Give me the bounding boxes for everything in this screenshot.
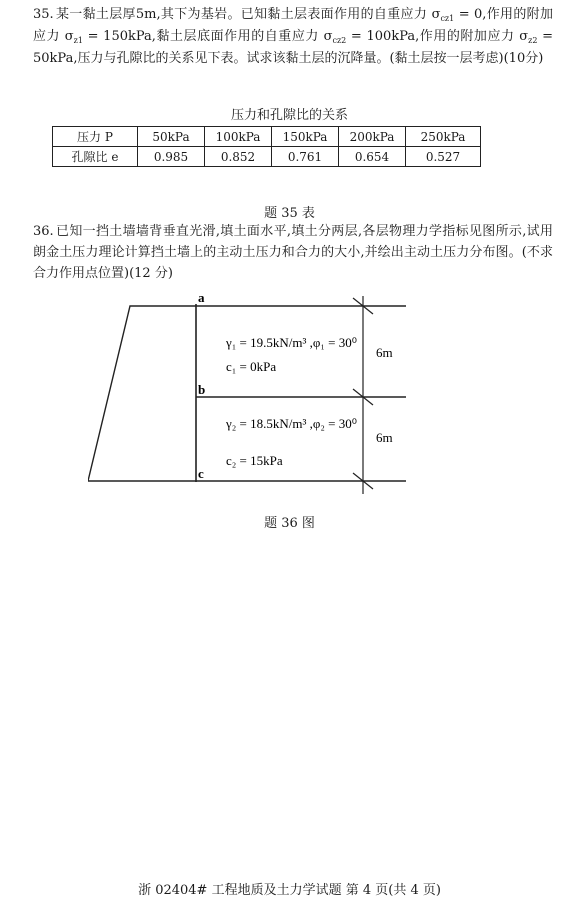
question-35-text-4: = 100kPa,作用的附加应力 σ (346, 29, 529, 44)
table-cell: 150kPa (272, 127, 339, 147)
question-35-text-1: 某一黏土层厚5m,其下为基岩。已知黏土层表面作用的自重应力 σ (55, 7, 441, 22)
figure-caption: 题 36 图 (264, 516, 315, 531)
question-35-text-5: = 50kPa,压力与孔隙比的关系见下表。试求该黏土层的沉降量。(黏土层按一层考虑)(10分) (33, 29, 553, 66)
retaining-wall-outline (88, 306, 196, 481)
page-footer: 浙 02404# 工程地质及土力学试题 第 4 页(共 4 页) (138, 883, 441, 898)
retaining-wall-diagram (88, 290, 428, 500)
point-c-label: c (198, 466, 204, 481)
layer1-cohesion: c₁ = 0kPa (226, 359, 277, 374)
question-36 (33, 221, 553, 284)
subscript-cz1: cz1 (440, 14, 455, 23)
table-caption: 题 35 表 (264, 206, 315, 221)
question-36-text: 已知一挡土墙墙背垂直光滑,填土面水平,填土分两层,各层物理力学指标见图所示,试用朗金土压力理论计算挡土墙上的主动土压力和合力的大小,并绘出主动土压力分布图。(不求合力作用点位置)(12 分) (33, 224, 553, 281)
table-row-label: 孔隙比 e (53, 147, 138, 167)
layer1-gamma-phi: γ₁ = 19.5kN/m³ ,φ₁ = 30⁰ (226, 335, 357, 350)
table-row (53, 147, 481, 167)
subscript-z2: z2 (528, 36, 538, 45)
table-cell: 50kPa (138, 127, 205, 147)
subscript-cz2: cz2 (332, 36, 347, 45)
question-35-text-3: = 150kPa,黏土层底面作用的自重应力 σ (82, 29, 333, 44)
table-cell: 0.654 (339, 147, 406, 167)
layer2-gamma-phi: γ₂ = 18.5kN/m³ ,φ₂ = 30⁰ (226, 416, 357, 431)
table-cell: 200kPa (339, 127, 406, 147)
table-title: 压力和孔隙比的关系 (230, 108, 348, 123)
subscript-z1: z1 (73, 36, 83, 45)
question-36-number: 36. (33, 224, 54, 239)
dimension-label-lower: 6m (376, 430, 393, 445)
table-row (53, 127, 481, 147)
table-cell: 0.985 (138, 147, 205, 167)
pressure-void-ratio-table (52, 126, 481, 167)
dimension-label-upper: 6m (376, 345, 393, 360)
question-35-number: 35. (33, 7, 54, 22)
point-b-label: b (198, 382, 206, 397)
table-cell: 0.852 (205, 147, 272, 167)
table-cell: 0.761 (272, 147, 339, 167)
layer2-cohesion: c₂ = 15kPa (226, 453, 283, 468)
question-35 (33, 4, 553, 69)
table-header-label: 压力 P (53, 127, 138, 147)
table-cell: 250kPa (406, 127, 481, 147)
table-cell: 0.527 (406, 147, 481, 167)
table-cell: 100kPa (205, 127, 272, 147)
question-35-text-2: = 0,作用的附加应力 σ (33, 7, 553, 44)
point-a-label: a (198, 290, 205, 305)
